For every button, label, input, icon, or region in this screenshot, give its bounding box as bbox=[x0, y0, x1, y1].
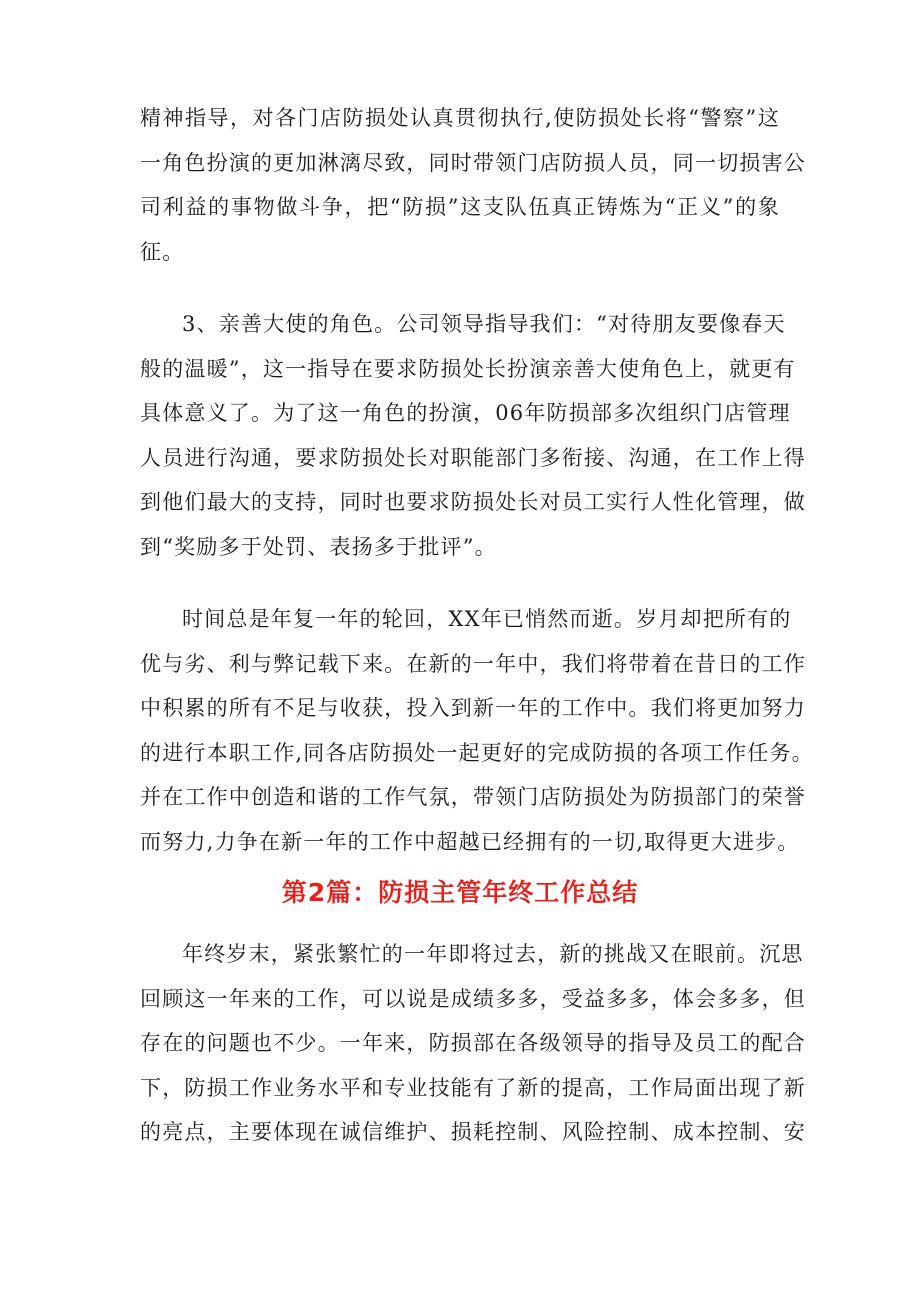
text-line: 具体意义了。为了这一角色的扮演，06年防损部多次组织门店管理 bbox=[140, 401, 791, 425]
text-line: 下，防损工作业务水平和专业技能有了新的提高，工作局面出现了新 bbox=[140, 1075, 806, 1100]
paragraph-ambassador-role bbox=[140, 302, 806, 569]
text-line: 而努力,力争在新一年的工作中超越已经拥有的一切,取得更大进步。 bbox=[140, 829, 800, 854]
text-line: 时间总是年复一年的轮回，XX年已悄然而逝。岁月却把所有的 bbox=[182, 607, 792, 631]
text-line: 的进行本职工作,同各店防损处一起更好的完成防损的各项工作任务。 bbox=[140, 740, 814, 765]
text-line: 存在的问题也不少。一年来，防损部在各级领导的指导及员工的配合 bbox=[140, 1031, 806, 1055]
text-line: 并在工作中创造和谐的工作气氛，带领门店防损处为防损部门的荣誉 bbox=[140, 785, 806, 809]
section-heading: 第2篇：防损主管年终工作总结 bbox=[281, 878, 639, 907]
text-line: 优与劣、利与弊记载下来。在新的一年中，我们将带着在昔日的工作 bbox=[140, 651, 806, 676]
text-line: 回顾这一年来的工作，可以说是成绩多多，受益多多，体会多多，但 bbox=[140, 986, 806, 1011]
text-line: 3、亲善大使的角色。公司领导指导我们：“对待朋友要像春天 bbox=[182, 312, 786, 336]
paragraph-police-role-end bbox=[140, 96, 806, 274]
text-line: 年终岁末，紧张繁忙的一年即将过去，新的挑战又在眼前。沉思 bbox=[182, 942, 804, 966]
text-line: 征。 bbox=[140, 239, 185, 264]
text-line: 司利益的事物做斗争，把“防损”这支队伍真正铸炼为“正义”的象 bbox=[140, 195, 780, 219]
paragraph-closing bbox=[140, 597, 814, 864]
text-line: 的亮点，主要体现在诚信维护、损耗控制、风险控制、成本控制、安 bbox=[140, 1120, 806, 1144]
text-line: 到他们最大的支持，同时也要求防损处长对员工实行人性化管理，做 bbox=[140, 490, 806, 514]
text-line: 一角色扮演的更加淋漓尽致，同时带领门店防损人员，同一切损害公 bbox=[140, 150, 806, 175]
text-line: 般的温暖”，这一指导在要求防损处长扮演亲善大使角色上，就更有 bbox=[140, 356, 796, 381]
text-line: 中积累的所有不足与收获，投入到新一年的工作中。我们将更加努力 bbox=[140, 696, 806, 720]
document-page bbox=[140, 96, 814, 1155]
paragraph-section2-intro bbox=[140, 932, 806, 1155]
text-line: 精神指导，对各门店防损处认真贯彻执行,使防损处长将“警察”这 bbox=[140, 106, 780, 130]
text-line: 到“奖励多于处罚、表扬多于批评”。 bbox=[140, 534, 497, 559]
text-line: 人员进行沟通，要求防损处长对职能部门多衔接、沟通，在工作上得 bbox=[140, 445, 806, 470]
